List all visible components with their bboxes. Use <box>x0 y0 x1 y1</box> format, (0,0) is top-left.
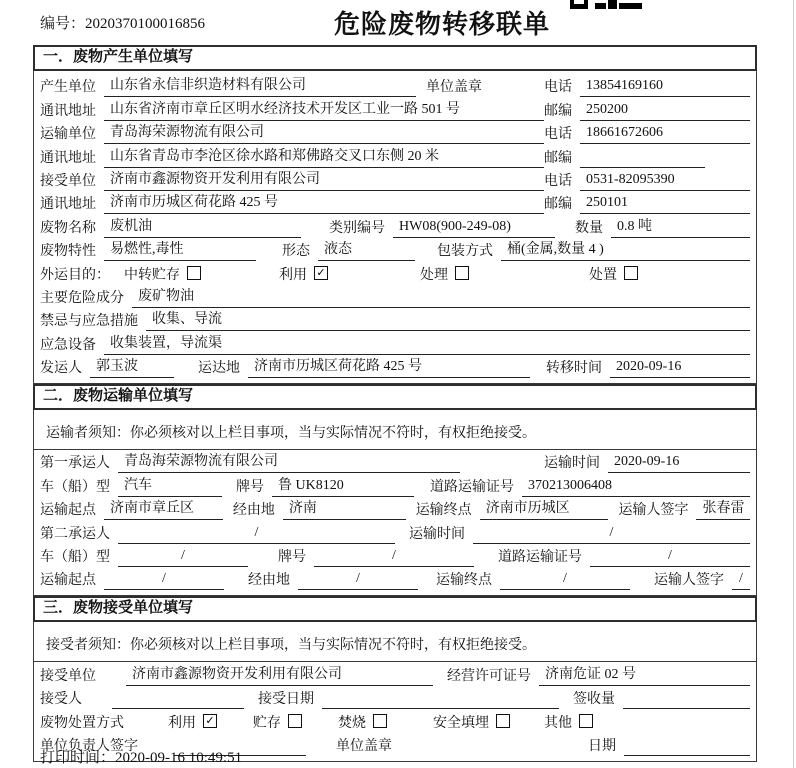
phone-label: 电话 <box>544 127 572 143</box>
document-title: 危险废物转移联单 <box>333 10 550 39</box>
transport-phone-group <box>544 123 750 144</box>
row-emergency-equipment <box>40 331 750 354</box>
transport-zip-value <box>580 147 705 168</box>
received-amount-value <box>623 688 750 709</box>
transporter-sign-value-2: / <box>732 569 750 590</box>
vehicle-type-label: 车（船）型 <box>40 479 110 495</box>
row-producer <box>40 74 750 97</box>
row-vehicle-1 <box>40 473 750 496</box>
zip-label: 邮编 <box>544 103 572 119</box>
route-start-value: 济南市章丘区 <box>104 499 223 520</box>
quantity-label: 数量 <box>575 220 603 236</box>
transporter-sign-label: 运输人签字 <box>618 503 689 519</box>
second-transport-time-value: / <box>473 523 750 544</box>
row-hazard-components <box>40 285 750 308</box>
route-start-label: 运输起点 <box>40 503 96 519</box>
destination-label: 运达地 <box>198 361 240 377</box>
print-time-value: 2020-09-16 10:49:51 <box>115 750 243 766</box>
disposal-option-other <box>544 714 593 733</box>
phone-label: 电话 <box>544 80 572 96</box>
checkbox-label: 利用 <box>279 267 307 283</box>
purpose-option-transfer-storage <box>124 266 201 285</box>
disposal-method-label: 废物处置方式 <box>40 715 124 731</box>
category-code-value: HW08(900-249-08) <box>393 217 555 238</box>
purpose-label: 外运目的： <box>40 267 110 283</box>
road-cert-value: 370213006408 <box>522 476 750 497</box>
zip-label: 邮编 <box>544 150 572 166</box>
row-transport-unit <box>40 121 750 144</box>
checkbox-label: 处置 <box>589 267 617 283</box>
waste-traits-value: 易燃性,毒性 <box>104 240 256 261</box>
row-shipper <box>40 355 750 378</box>
route-end-label: 运输终点 <box>415 503 472 519</box>
transport-phone-value: 18661672606 <box>580 123 750 144</box>
category-code-label: 类别编号 <box>329 220 385 236</box>
row-disposal-method <box>40 709 750 732</box>
date-value <box>624 735 750 756</box>
serial-label: 编号： <box>40 16 86 32</box>
qr-block <box>595 3 606 9</box>
producer-phone-group <box>544 76 750 97</box>
road-cert-label: 道路运输证号 <box>498 550 582 566</box>
checkbox-icon <box>455 266 469 280</box>
transporter-notice-text: 运输者须知：你必须核对以上栏目事项，当与实际情况不符时，有权拒绝接受。 <box>46 426 536 442</box>
hazard-value: 废矿物油 <box>132 287 750 308</box>
destination-value: 济南市历城区荷花路 425 号 <box>248 357 530 378</box>
license-value: 济南危证 02 号 <box>539 665 750 686</box>
packing-value: 桶(金属,数量 4 ) <box>501 240 750 261</box>
row-transporter-notice <box>34 413 756 450</box>
row-receiver-unit <box>40 168 750 191</box>
vehicle-type-value-2: / <box>118 546 248 567</box>
checkbox-label: 其他 <box>544 715 572 731</box>
checkbox-label: 利用 <box>168 715 196 731</box>
row-route-2 <box>40 567 750 590</box>
checkbox-icon <box>187 266 201 280</box>
producer-zip-group <box>544 100 750 121</box>
first-carrier-value: 青岛海荣源物流有限公司 <box>118 452 460 473</box>
phone-label: 电话 <box>544 173 572 189</box>
checkbox-label: 处理 <box>420 267 448 283</box>
qr-block <box>574 0 584 4</box>
form-value: 液态 <box>318 240 415 261</box>
route-via-value-2: / <box>298 569 418 590</box>
license-label: 经营许可证号 <box>447 668 531 684</box>
row-vehicle-2 <box>40 544 750 567</box>
print-time-line <box>40 746 242 767</box>
vehicle-type-value: 汽车 <box>118 476 222 497</box>
row-accepting-unit <box>40 662 750 685</box>
waste-name-label: 废物名称 <box>40 220 96 236</box>
plate-value-2: / <box>314 546 474 567</box>
qr-block <box>608 0 617 9</box>
first-carrier-label: 第一承运人 <box>40 456 110 472</box>
qr-code-fragment <box>570 0 642 9</box>
receiver-unit-value: 济南市鑫源物资开发利用有限公司 <box>104 170 544 191</box>
receiver-zip-group <box>544 193 750 214</box>
vehicle-type-label: 车（船）型 <box>40 550 110 566</box>
emergency-measures-label: 禁忌与应急措施 <box>40 314 138 330</box>
checkbox-label: 焚烧 <box>338 715 366 731</box>
row-receiver-notice <box>34 625 756 662</box>
address-label: 通讯地址 <box>40 103 96 119</box>
plate-label: 牌号 <box>278 550 306 566</box>
transporter-sign-label: 运输人签字 <box>654 573 724 589</box>
transport-unit-value: 青岛海荣源物流有限公司 <box>104 123 544 144</box>
accepting-unit-label: 接受单位 <box>40 668 96 684</box>
section2-header: 二．废物运输单位填写 <box>33 384 757 410</box>
page-edge-line <box>793 0 794 768</box>
zip-label: 邮编 <box>544 197 572 213</box>
disposal-option-storage <box>253 714 302 733</box>
route-end-value-2: / <box>500 569 630 590</box>
unit-seal-label: 单位盖章 <box>336 738 392 754</box>
route-start-value-2: / <box>104 569 224 590</box>
section1-header: 一．废物产生单位填写 <box>33 45 757 71</box>
receiver-zip-value: 250101 <box>580 193 750 214</box>
responsible-sign-label: 单位负责人签字 <box>40 738 138 754</box>
disposal-option-utilize <box>168 714 217 733</box>
checkbox-label: 安全填埋 <box>433 715 489 731</box>
acceptor-label: 接受人 <box>40 692 82 708</box>
row-waste-traits <box>40 238 750 261</box>
transfer-time-label: 转移时间 <box>546 361 602 377</box>
plate-value: 鲁 UK8120 <box>272 476 414 497</box>
second-carrier-value: / <box>118 523 395 544</box>
receiver-phone-value: 0531-82095390 <box>580 170 750 191</box>
row-emergency-measures <box>40 308 750 331</box>
route-end-value: 济南市历城区 <box>480 499 609 520</box>
date-label: 日期 <box>588 738 616 754</box>
row-route-1 <box>40 497 750 520</box>
receiver-address-value: 济南市历城区荷花路 425 号 <box>104 193 544 214</box>
row-transfer-purpose <box>40 261 750 284</box>
section2-body <box>33 410 757 596</box>
address-label: 通讯地址 <box>40 197 96 213</box>
address-label: 通讯地址 <box>40 150 96 166</box>
checkbox-label: 中转贮存 <box>124 267 180 283</box>
emergency-equipment-value: 收集装置，导流渠 <box>104 334 750 355</box>
hazard-label: 主要危险成分 <box>40 290 124 306</box>
route-end-label: 运输终点 <box>436 573 492 589</box>
received-amount-label: 签收量 <box>573 692 615 708</box>
checkbox-icon: ✓ <box>314 266 328 280</box>
accept-date-value <box>322 688 559 709</box>
document-header <box>0 0 796 44</box>
road-cert-value-2: / <box>590 546 750 567</box>
shipper-name-value: 郭玉波 <box>90 357 174 378</box>
qr-block <box>619 3 642 9</box>
row-receiver-address <box>40 191 750 214</box>
row-second-carrier <box>40 520 750 543</box>
emergency-equipment-label: 应急设备 <box>40 337 96 353</box>
disposal-option-incinerate <box>338 714 387 733</box>
waste-name-value: 废机油 <box>104 217 301 238</box>
row-transport-address <box>40 144 750 167</box>
section3-body <box>33 622 757 762</box>
emergency-measures-value: 收集、导流 <box>146 310 750 331</box>
section1-body <box>33 71 757 384</box>
shipper-label: 发运人 <box>40 361 82 377</box>
checkbox-icon <box>624 266 638 280</box>
receiver-unit-label: 接受单位 <box>40 173 96 189</box>
checkbox-icon <box>373 714 387 728</box>
producer-name-value: 山东省永信非织造材料有限公司 <box>104 76 416 97</box>
row-producer-address <box>40 97 750 120</box>
section3-header: 三．废物接受单位填写 <box>33 596 757 622</box>
transport-time-label: 运输时间 <box>544 456 600 472</box>
transport-unit-label: 运输单位 <box>40 127 96 143</box>
checkbox-label: 贮存 <box>253 715 281 731</box>
producer-address-value: 山东省济南市章丘区明水经济技术开发区工业一路 501 号 <box>104 100 544 121</box>
accept-date-label: 接受日期 <box>258 692 314 708</box>
form-label: 形态 <box>282 244 310 260</box>
checkbox-icon <box>496 714 510 728</box>
purpose-option-dispose <box>589 266 638 285</box>
row-acceptance <box>40 686 750 709</box>
checkbox-icon <box>579 714 593 728</box>
row-waste-name <box>40 214 750 237</box>
transport-time-label: 运输时间 <box>409 526 465 542</box>
acceptor-value <box>112 688 244 709</box>
print-time-label: 打印时间： <box>40 750 116 766</box>
plate-label: 牌号 <box>236 479 264 495</box>
route-via-value: 济南 <box>283 499 406 520</box>
second-carrier-label: 第二承运人 <box>40 526 110 542</box>
route-via-label: 经由地 <box>232 503 275 519</box>
purpose-option-treat <box>420 266 469 285</box>
receiver-notice-text: 接受者须知：你必须核对以上栏目事项，当与实际情况不符时，有权拒绝接受。 <box>46 638 536 654</box>
transport-time-value: 2020-09-16 <box>608 452 750 473</box>
route-via-label: 经由地 <box>248 573 290 589</box>
accepting-unit-value: 济南市鑫源物资开发利用有限公司 <box>126 665 433 686</box>
transport-zip-group <box>544 147 750 168</box>
unit-seal-label: 单位盖章 <box>426 80 482 96</box>
serial-number: 2020370100016856 <box>85 16 206 32</box>
route-start-label: 运输起点 <box>40 573 96 589</box>
manifest-form-table <box>33 45 757 762</box>
transfer-time-value: 2020-09-16 <box>610 357 750 378</box>
transport-address-value: 山东省青岛市李沧区徐水路和郑佛路交叉口东侧 20 米 <box>104 147 544 168</box>
packing-label: 包装方式 <box>437 244 493 260</box>
row-first-carrier <box>40 450 750 473</box>
producer-label: 产生单位 <box>40 80 96 96</box>
waste-traits-label: 废物特性 <box>40 244 96 260</box>
producer-phone-value: 13854169160 <box>580 76 750 97</box>
first-carrier-time-group <box>544 452 750 473</box>
checkbox-icon <box>288 714 302 728</box>
producer-zip-value: 250200 <box>580 100 750 121</box>
quantity-value: 0.8 吨 <box>611 217 750 238</box>
disposal-option-landfill <box>433 714 510 733</box>
road-cert-label: 道路运输证号 <box>430 479 514 495</box>
purpose-option-utilize <box>279 266 328 285</box>
receiver-phone-group <box>544 170 750 191</box>
transporter-sign-value: 张春雷 <box>696 499 750 520</box>
checkbox-icon: ✓ <box>203 714 217 728</box>
